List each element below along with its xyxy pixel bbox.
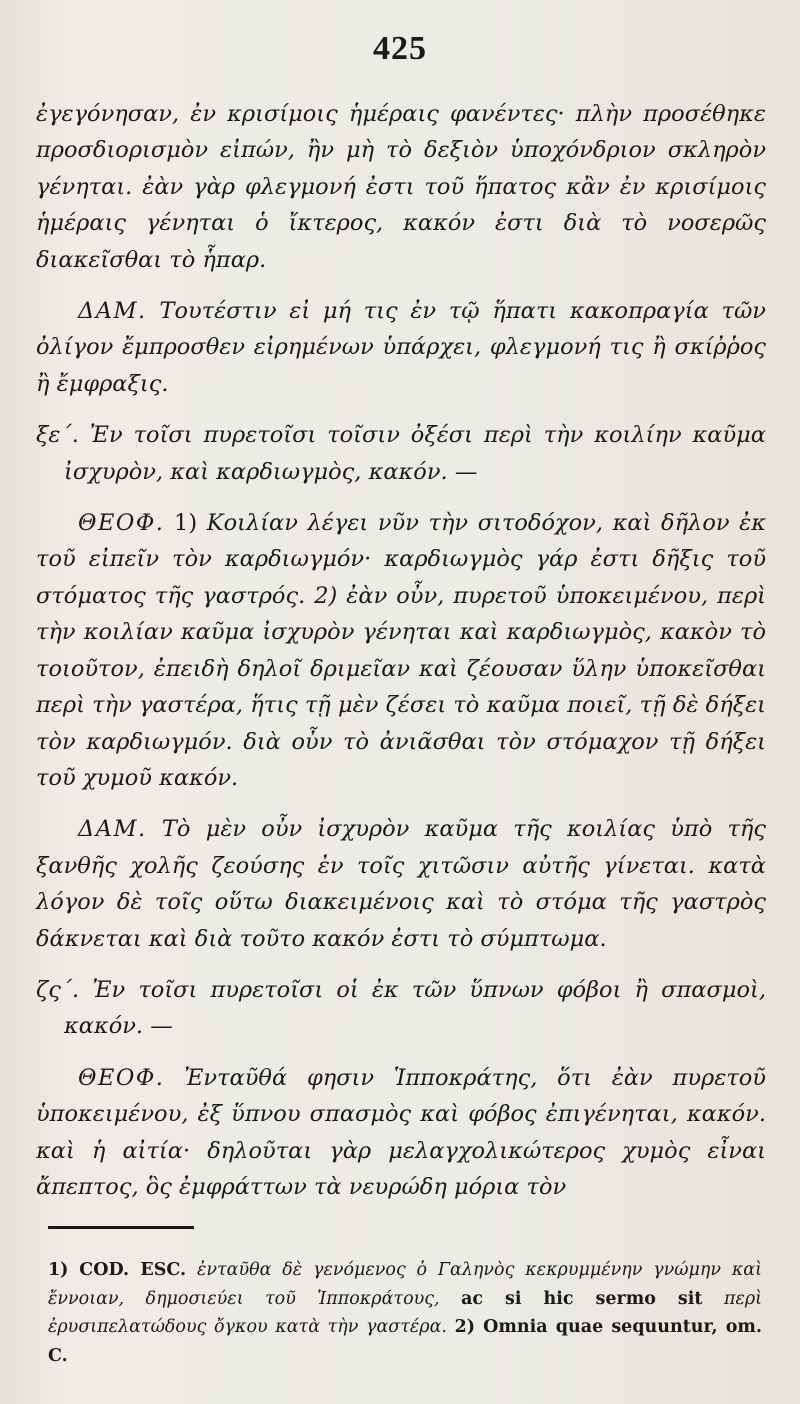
paragraph-theoph-2 [36,1060,766,1206]
paragraph-text: Τουτέστιν εἰ μή τις ἐν τῷ ἥπατι κακοπραγία τῶν ὀλίγον ἔμπροσθεν εἰρημένων ὑπάρχει, φλεγμονή τις ἢ σκίῤῥος ἢ ἔμφραξις. [36,298,766,397]
footnote-greek-2: περὶ ἐρυσιπελατώδους ὄγκου κατὰ τὴν γαστέρα. [48,1288,762,1337]
paragraph-dam-2 [36,811,766,957]
footnote-latin-1: ac si hic sermo sit [461,1288,703,1309]
speaker-label: ΔΑΜ. [78,298,147,325]
aphorism-number: ξε΄. [36,422,79,449]
footnote-marker: 1) [48,1260,69,1280]
footnote-divider [48,1226,194,1229]
aphorism-text: Ἐν τοῖσι πυρετοῖσι οἱ ἐκ τῶν ὕπνων φόβοι ἢ σπασμοὶ, κακόν. — [64,976,766,1040]
paragraph-continuation [36,96,766,278]
page-number: 425 [373,30,427,67]
footnote-codex: COD. ESC. [79,1260,187,1280]
paragraph-theoph-1 [36,505,766,796]
footnote-latin-2: 2) Omnia quae sequuntur, om. C. [48,1317,762,1366]
paragraph-text: ἐγεγόνησαν, ἐν κρισίμοις ἡμέραις φανέντες· πλὴν προσέθηκε προσδιορισμὸν εἰπών, ἢν μὴ τὸ δεξιὸν ὑποχόνδριον σκληρὸν γένηται. ἐὰν γὰρ φλεγμονή ἐστι τοῦ ἥπατος κἂν ἐν κρισίμοις ἡμέραις γένηται ὁ ἴκτερος, κακόν ἐστι διὰ τὸ νοσερῶς διακεῖσθαι τὸ ἧπαρ. [36,101,766,273]
aphorism-number: ζς΄. [36,976,80,1003]
speaker-label: ΔΑΜ. [78,816,147,843]
footnote-greek-1: ἐνταῦθα δὲ γενόμενος ὁ Γαληνὸς κεκρυμμένην γνώμην καὶ ἔννοιαν, δημοσιεύει τοῦ Ἱπποκράτους, [48,1260,762,1309]
aphorism-66 [36,972,766,1045]
aphorism-text: Ἐν τοῖσι πυρετοῖσι τοῖσιν ὀξέσι περὶ τὴν κοιλίην καῦμα ἰσχυρὸν, καὶ καρδιωγμὸς, κακόν. — [64,422,766,485]
note-marker: 1) [164,510,207,537]
footnote [48,1256,762,1370]
main-text [36,96,766,1220]
speaker-label: ΘΕΟΦ. [78,1064,165,1091]
aphorism-65 [36,417,766,490]
paragraph-text: Ἐνταῦθά φησιν Ἱπποκράτης, ὅτι ἐὰν πυρετοῦ ὑποκειμένου, ἐξ ὕπνου σπασμὸς καὶ φόβος ἐπιγένηται, κακόν. καὶ ἡ αἰτία· δηλοῦται γὰρ μελαγχολικώτερος χυμὸς εἶναι ἄπεπτος, ὃς ἐμφράττων τὰ νευρώδη μόρια τὸν [36,1064,766,1200]
speaker-label: ΘΕΟΦ. [78,510,165,537]
paragraph-dam-1 [36,293,766,402]
paragraph-text: Κοιλίαν λέγει νῦν τὴν σιτοδόχον, καὶ δῆλον ἐκ τοῦ εἰπεῖν τὸν καρδιωγμόν· καρδιωγμὸς γάρ ἐστι δῆξις τοῦ στόματος τῆς γαστρός. 2) ἐὰν οὖν, πυρετοῦ ὑποκειμένου, περὶ τὴν κοιλίαν καῦμα ἰσχυρὸν γένηται καὶ καρδιωγμὸς, κακὸν τὸ τοιοῦτον, ἐπειδὴ δηλοῖ δριμεῖαν καὶ ζέουσαν ὕλην ὑποκεῖσθαι περὶ τὴν γαστέρα, ἥτις τῇ μὲν ζέσει τὸ καῦμα ποιεῖ, τῇ δὲ δήξει τὸν καρδιωγμόν. διὰ οὖν τὸ ἀνιᾶσθαι τὸν στόμαχον τῇ δήξει τοῦ χυμοῦ κακόν. [36,510,766,791]
paragraph-text: Τὸ μὲν οὖν ἰσχυρὸν καῦμα τῆς κοιλίας ὑπὸ τῆς ξανθῆς χολῆς ζεούσης ἐν τοῖς χιτῶσιν αὐτῆς γίνεται. κατὰ λόγον δὲ τοῖς οὕτω διακειμένοις καὶ τὸ στόμα τῆς γαστρὸς δάκνεται καὶ διὰ τοῦτο κακόν ἐστι τὸ σύμπτωμα. [36,816,766,952]
